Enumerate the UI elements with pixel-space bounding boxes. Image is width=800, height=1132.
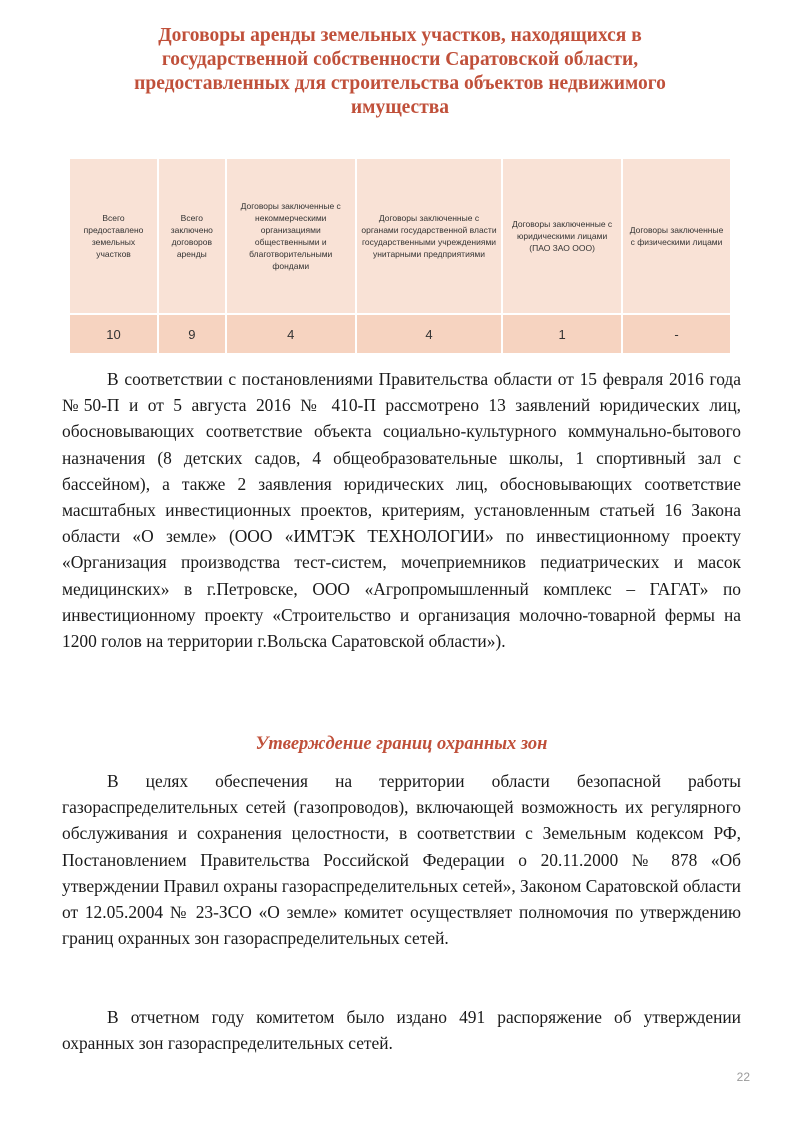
body-paragraph: В соответствии с постановлениями Правительства области от 15 февраля 2016 года №50-П и от 5 августа 2016 № 410-П рассмотрено 13 заявлений юридических лиц, обосновывающих соответствие объекта социально-культурного коммунально-бытового назначения (8 детских садов, 4 общеобразовательные школы, 1 спортивный зал с бассейном), а также 2 заявления юридических лиц, обосновывающих соответствие масштабных инвестиционных проектов, критериям, установленным статьей 16 Закона области «О земле» (ООО «ИМТЭК ТЕХНОЛОГИИ» по инвестиционному проекту «Организация производства тест-систем, мочеприемников педиатрических и масок медицинских» в г.Петровске, ООО «Агропромышленный комплекс – ГАГАТ» по инвестиционному проекту «Строительство и организация молочно-товарной фермы на 1200 голов на территории г.Вольска Саратовской области»). bbox=[62, 369, 741, 652]
table-header-cell: Всего предоставлено земельных участков bbox=[70, 159, 158, 314]
table-row bbox=[70, 314, 730, 353]
table-header-cell: Договоры заключенные с юридическими лицами (ПАО ЗАО ООО) bbox=[502, 159, 622, 314]
table-header-cell: Договоры заключенные с физическими лицами bbox=[622, 159, 730, 314]
section-heading: Утверждение границ охранных зон bbox=[255, 734, 548, 754]
table-cell: 4 bbox=[356, 314, 502, 353]
table-cell: 1 bbox=[502, 314, 622, 353]
page-number: 22 bbox=[736, 1070, 750, 1084]
table-cell: 9 bbox=[158, 314, 226, 353]
body-paragraph: В целях обеспечения на территории области безопасной работы газораспределительных сетей (газопроводов), включающей возможность их регулярного обслуживания и сохранения целостности, в соответствии с Земельным кодексом РФ, Постановлением Правительства Российской Федерации о 20.11.2000 № 878 «Об утверждении Правил охраны газораспределительных сетей», Законом Саратовской области от 12.05.2004 № 23-ЗСО «О земле» комитет осуществляет полномочия по утверждению границ охранных зон газораспределительных сетей. bbox=[62, 771, 741, 949]
table-cell: 10 bbox=[70, 314, 158, 353]
table-cell: 4 bbox=[226, 314, 356, 353]
table-header-cell: Всего заключено договоров аренды bbox=[158, 159, 226, 314]
table-header-cell: Договоры заключенные с некоммерческими организациями общественными и благотворительными фондами bbox=[226, 159, 356, 314]
table-header-row bbox=[70, 159, 730, 314]
page-title: Договоры аренды земельных участков, находящихся в государственной собственности Саратовской области, предоставленных для строительства объектов недвижимого имущества bbox=[134, 25, 666, 118]
contracts-table bbox=[70, 159, 730, 353]
body-paragraph: В отчетном году комитетом было издано 491 распоряжение об утверждении охранных зон газораспределительных сетей. bbox=[62, 1007, 741, 1054]
table-cell: - bbox=[622, 314, 730, 353]
table-header-cell: Договоры заключенные с органами государственной власти государственными учреждениями унитарными предприятиями bbox=[356, 159, 502, 314]
